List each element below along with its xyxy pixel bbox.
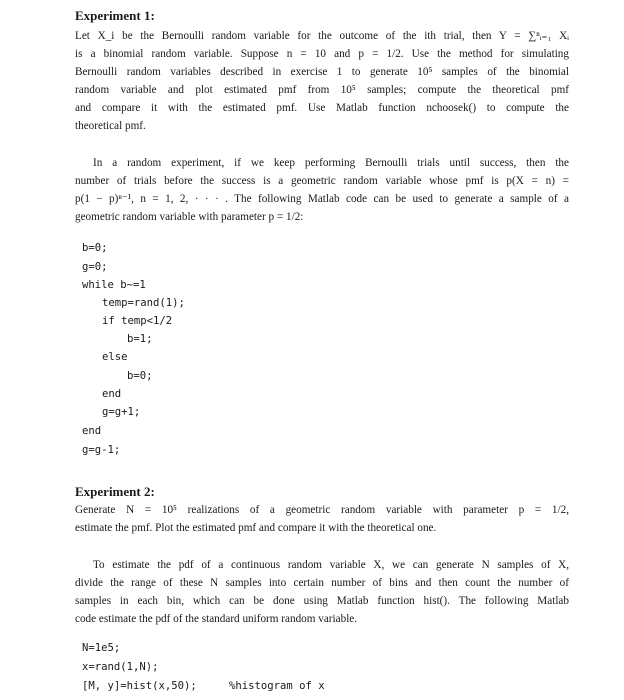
code-comment: %histogram of x [229, 680, 325, 692]
text-line: geometric random variable with parameter p = 1/2: [75, 211, 304, 223]
text-line: samples in each bin, which can be done using Matlab function hist(). The following Matlab [75, 595, 569, 607]
experiment-1-paragraph [75, 27, 569, 135]
code-line: b=0; [82, 242, 108, 254]
code-line: b=0; [127, 370, 153, 382]
code-line: if temp<1/2 [102, 315, 173, 327]
text-line: number of trials before the success is a geometric random variable whose pmf is p(X = n) = [75, 175, 569, 187]
text-line: and compare it with the estimated pmf. Use Matlab function nchoosek() to compute the [75, 102, 569, 114]
code-line: g=g-1; [82, 444, 121, 456]
geometric-intro-paragraph [75, 154, 569, 226]
code-line: end [82, 425, 102, 437]
code-line: [M, y]=hist(x,50); [82, 680, 197, 692]
code-line: g=0; [82, 261, 108, 273]
experiment-1-heading: Experiment 1: [75, 8, 155, 23]
code-line: while b~=1 [82, 279, 146, 291]
text-line: estimate the pmf. Plot the estimated pmf and compare it with the theoretical one. [75, 522, 437, 534]
code-line: g=g+1; [102, 406, 141, 418]
text-line: In a random experiment, if we keep performing Bernoulli trials until success, then the [93, 157, 569, 169]
code-line: b=1; [127, 333, 153, 345]
text-line: theoretical pmf. [75, 120, 146, 132]
text-line: Generate N = 10⁵ realizations of a geometric random variable with parameter p = 1/2, [75, 504, 569, 516]
text-line: Let X_i be the Bernoulli random variable for the outcome of the ith trial, then Y = ∑ⁿᵢ₌₁ Xᵢ [75, 30, 569, 42]
code-line: else [102, 351, 128, 363]
text-line: p(1 − p)ⁿ⁻¹, n = 1, 2, · · · . The following Matlab code can be used to generate a sample of a [75, 193, 569, 205]
experiment-2-heading: Experiment 2: [75, 484, 155, 499]
code-line: N=1e5; [82, 642, 121, 654]
text-line: is a binomial random variable. Suppose n = 10 and p = 1/2. Use the method for simulating [75, 48, 569, 60]
code-line: x=rand(1,N); [82, 661, 159, 673]
pdf-estimation-paragraph [75, 556, 569, 628]
experiment-2-paragraph [75, 501, 569, 537]
text-line: To estimate the pdf of a continuous random variable X, we can generate N samples of X, [93, 559, 569, 571]
text-line: Bernoulli random variables described in exercise 1 to generate 10⁵ samples of the binomial [75, 66, 569, 78]
text-line: divide the range of these N samples into certain number of bins and then count the number of [75, 577, 569, 589]
text-line: code estimate the pdf of the standard uniform random variable. [75, 613, 358, 625]
code-line: temp=rand(1); [102, 297, 185, 309]
text-line: random variable and plot estimated pmf from 10⁵ samples; compute the theoretical pmf [75, 84, 569, 96]
code-line: end [102, 388, 122, 400]
